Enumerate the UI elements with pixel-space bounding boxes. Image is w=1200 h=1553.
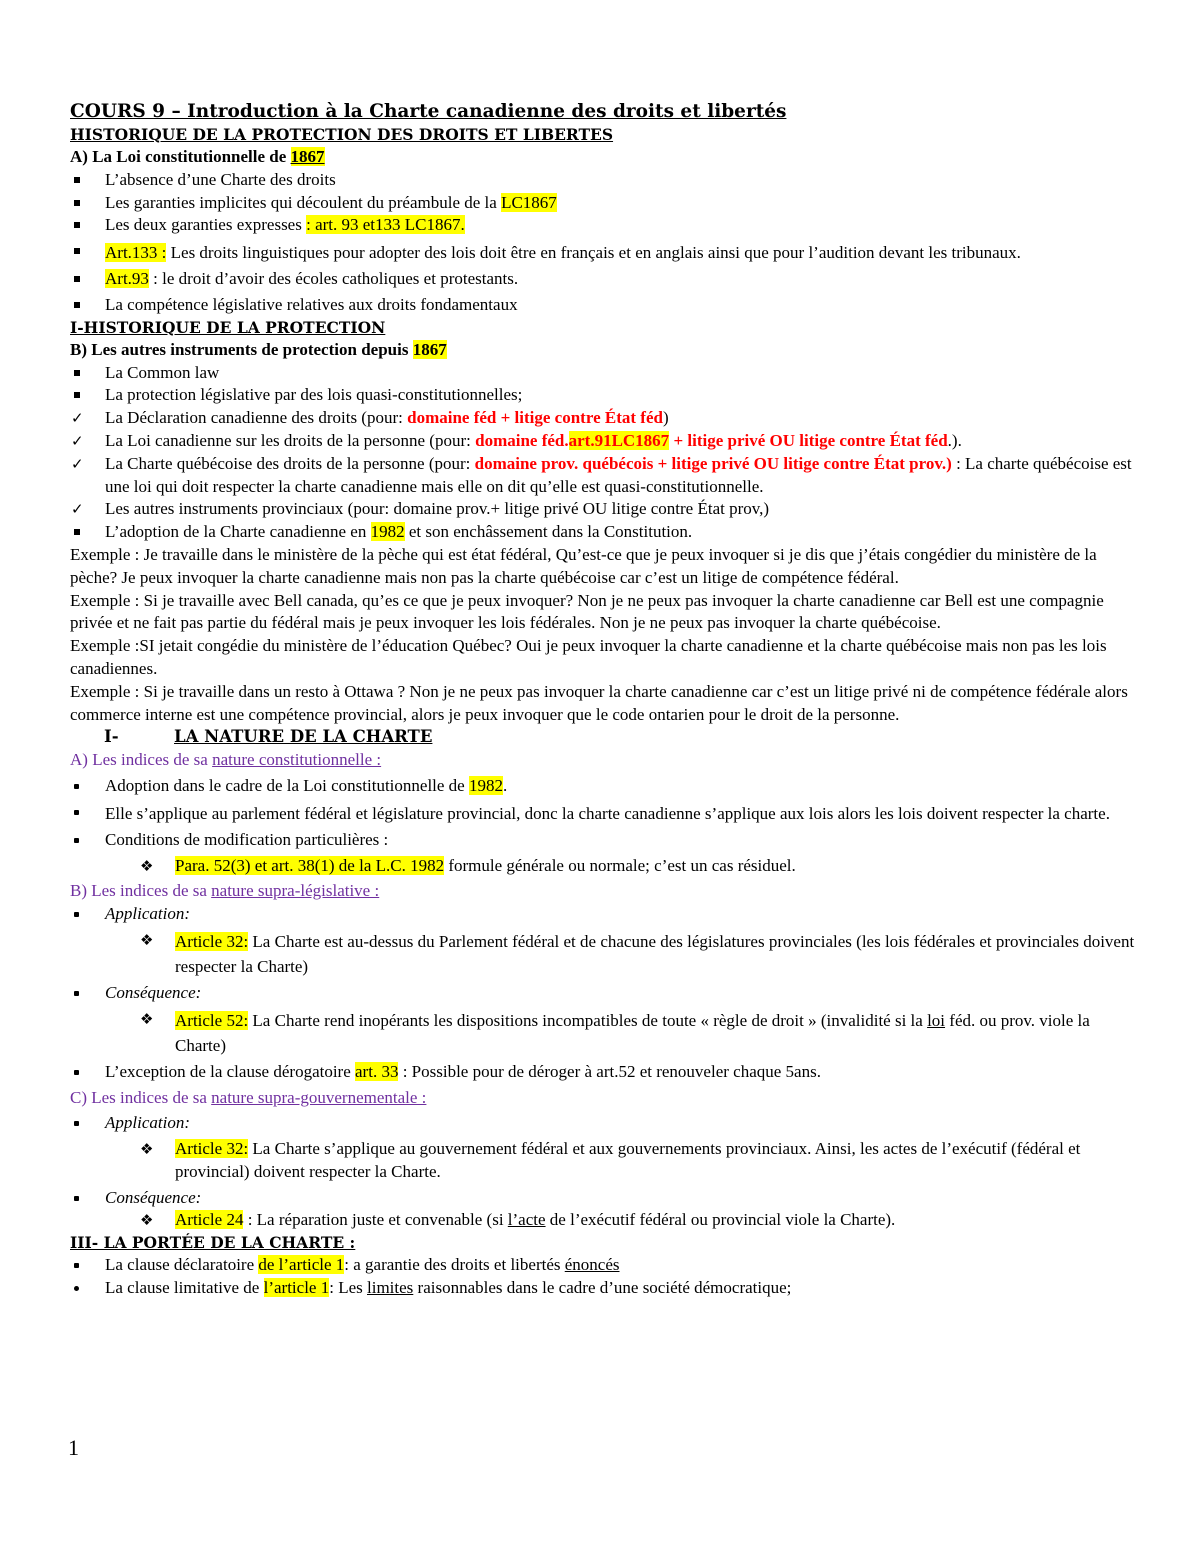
checkmark-icon: ✓ — [71, 409, 84, 428]
document-title: COURS 9 – Introduction à la Charte canadienne des droits et libertés — [70, 101, 787, 122]
bullet-icon — [74, 784, 79, 789]
list-item: Elle s’applique au parlement fédéral et législature provincial, donc la charte canadienne s’applique aux lois alors les lois doivent respecter la charte. — [70, 801, 1135, 826]
diamond-bullet-icon: ❖ — [140, 1009, 154, 1028]
checkmark-icon: ✓ — [71, 500, 84, 519]
list-item: Adoption dans le cadre de la Loi constitutionnelle de 1982. — [70, 775, 1135, 798]
bullet-icon — [74, 1121, 79, 1126]
bullet-icon — [74, 1070, 79, 1075]
square-bullet-icon — [74, 200, 80, 206]
year-highlight: 1867 — [290, 147, 325, 166]
list-item: ✓ La Charte québécoise des droits de la personne (pour: domaine prov. québécois + litige privé OU litige contre État prov.) : La charte québécoise est une loi qui doit respecter la charte canadienne mais elle on dit qu’elle est quasi-constitutionnelle. — [71, 453, 1132, 496]
list-item: Les deux garanties expresses : art. 93 et133 LC1867. — [70, 214, 1135, 237]
list-item: Application: — [70, 1112, 1135, 1135]
bullet-icon — [74, 912, 79, 917]
list-item: Les garanties implicites qui découlent du préambule de la LC1867 — [70, 192, 1135, 215]
checkmark-icon: ✓ — [71, 454, 84, 473]
list-item: Conséquence: — [70, 1187, 1135, 1210]
list-b — [70, 362, 1135, 544]
list-item: ✓ La Loi canadienne sur les droits de la personne (pour: domaine féd.art.91LC1867 + litige privé OU litige contre État féd.). — [71, 430, 962, 450]
list-item: La clause limitative de l’article 1: Les limites raisonnables dans le cadre d’une société démocratique; — [70, 1277, 1135, 1300]
section-iii-heading: III- LA PORTÉE DE LA CHARTE : — [70, 1233, 356, 1253]
section-historique-heading: HISTORIQUE DE LA PROTECTION DES DROITS ET LIBERTES — [70, 125, 614, 144]
subsection-a-heading — [70, 146, 1135, 169]
bullet-icon — [74, 1263, 79, 1268]
section-i-heading: I-HISTORIQUE DE LA PROTECTION — [70, 317, 386, 337]
document-page — [70, 100, 1135, 1300]
diamond-bullet-icon: ❖ — [140, 930, 154, 949]
list-item: ❖ Article 32: La Charte s’applique au gouvernement fédéral et aux gouvernements provinciaux. Ainsi, les actes de l’exécutif (fédéral et provincial) doivent respecter la Charte. — [140, 1139, 1081, 1181]
section-nature-heading: I- LA NATURE DE LA CHARTE — [104, 727, 433, 747]
list-item: ❖ Article 52: La Charte rend inopérants les dispositions incompatibles de toute « règle de droit » (invalidité si la loi féd. ou prov. viole la Charte) — [140, 1009, 1090, 1055]
list-item: Conditions de modification particulières : — [70, 829, 1135, 852]
list-item: L’adoption de la Charte canadienne en 1982 et son enchâssement dans la Constitution. — [70, 521, 1135, 544]
list-item: Art.133 : Les droits linguistiques pour adopter des lois doit être en français et en anglais ainsi que pour l’audition devant les tribunaux. — [70, 240, 1135, 265]
list-item: ❖ Article 24 : La réparation juste et convenable (si l’acte de l’exécutif fédéral ou provincial viole la Charte). — [140, 1210, 896, 1230]
square-bullet-icon — [74, 248, 80, 254]
square-bullet-icon — [74, 392, 80, 398]
subsection-nature-b: B) Les indices de sa nature supra-législative : — [70, 881, 380, 901]
list-item: La clause déclaratoire de l’article 1: a garantie des droits et libertés énoncés — [70, 1254, 1135, 1277]
list-item: L’exception de la clause dérogatoire art. 33 : Possible pour de déroger à art.52 et renouveler chaque 5ans. — [70, 1061, 1135, 1084]
diamond-bullet-icon: ❖ — [140, 856, 154, 875]
list-item: Conséquence: — [70, 982, 1135, 1005]
diamond-bullet-icon: ❖ — [140, 1140, 154, 1159]
bullet-icon — [74, 810, 79, 815]
square-bullet-icon — [74, 529, 80, 535]
diamond-bullet-icon: ❖ — [140, 1211, 154, 1230]
examples — [70, 544, 1135, 726]
subsection-nature-c: C) Les indices de sa nature supra-gouvernementale : — [70, 1087, 427, 1107]
list-item: L’absence d’une Charte des droits — [70, 169, 1135, 192]
list-item: La Common law — [70, 362, 1135, 385]
bullet-icon — [74, 991, 79, 996]
list-item: ✓ Les autres instruments provinciaux (pour: domaine prov.+ litige privé OU litige contre État prov,) — [71, 499, 770, 519]
square-bullet-icon — [74, 276, 80, 282]
subsection-nature-a: A) Les indices de sa nature constitutionnelle : — [70, 750, 382, 770]
subsection-b-heading: B) Les autres instruments de protection depuis 1867 — [70, 339, 447, 359]
example-paragraph: Exemple : Je travaille dans le ministère de la pèche qui est état fédéral, Qu’est-ce que je peux invoquer si je dis que j’étais congédier du ministère de la pèche? Je peux invoquer la charte canadienne mais non pas la charte québécoise car c’est un litige de compétence fédéral. — [70, 544, 1097, 587]
list-item: Art.93 : le droit d’avoir des écoles catholiques et protestants. — [70, 268, 1135, 291]
example-paragraph: Exemple :SI jetait congédie du ministère de l’éducation Québec? Oui je peux invoquer la charte canadienne et la charte québécoise mais non pas les lois canadiennes. — [70, 636, 1107, 678]
example-paragraph: Exemple : Si je travaille dans un resto à Ottawa ? Non je ne peux pas invoquer la charte canadienne car c’est un litige privé ni de compétence fédérale alors commerce interne est une compétence provincial, alors je peux invoquer que le code ontarien pour le droit de la personne. — [70, 681, 1128, 724]
list-item: La protection législative par des lois quasi-constitutionnelles; — [70, 384, 1135, 407]
square-bullet-icon — [74, 370, 80, 376]
list-item: ❖ Article 32: La Charte est au-dessus du Parlement fédéral et de chacune des législatures provinciales (les lois fédérales et provinciales doivent respecter la Charte) — [140, 930, 1135, 976]
example-paragraph: Exemple : Si je travaille avec Bell canada, qu’es ce que je peux invoquer? Non je ne peux pas invoquer la charte canadienne car Bell est une compagnie privée et ne fait pas partie du fédéral mais je peux invoquer les lois fédérales. Non je ne peux pas invoquer la charte québécoise. — [70, 590, 1104, 633]
year-highlight: 1867 — [412, 339, 447, 359]
page-number: 1 — [68, 1435, 79, 1460]
checkmark-icon: ✓ — [71, 431, 84, 450]
list-a — [70, 169, 1135, 317]
list-item: Application: — [70, 903, 1135, 926]
bullet-icon — [74, 838, 79, 843]
list-item: La compétence législative relatives aux droits fondamentaux — [70, 294, 1135, 317]
subsection-a-label: A) La Loi constitutionnelle de — [70, 147, 291, 166]
list-item: ❖ Para. 52(3) et art. 38(1) de la L.C. 1982 formule générale ou normale; c’est un cas résiduel. — [140, 855, 796, 875]
square-bullet-icon — [74, 177, 80, 183]
square-bullet-icon — [74, 222, 80, 228]
bullet-icon — [74, 1286, 79, 1291]
bullet-icon — [74, 1196, 79, 1201]
square-bullet-icon — [74, 302, 80, 308]
list-item: ✓ La Déclaration canadienne des droits (pour: domaine féd + litige contre État féd) — [71, 408, 669, 428]
